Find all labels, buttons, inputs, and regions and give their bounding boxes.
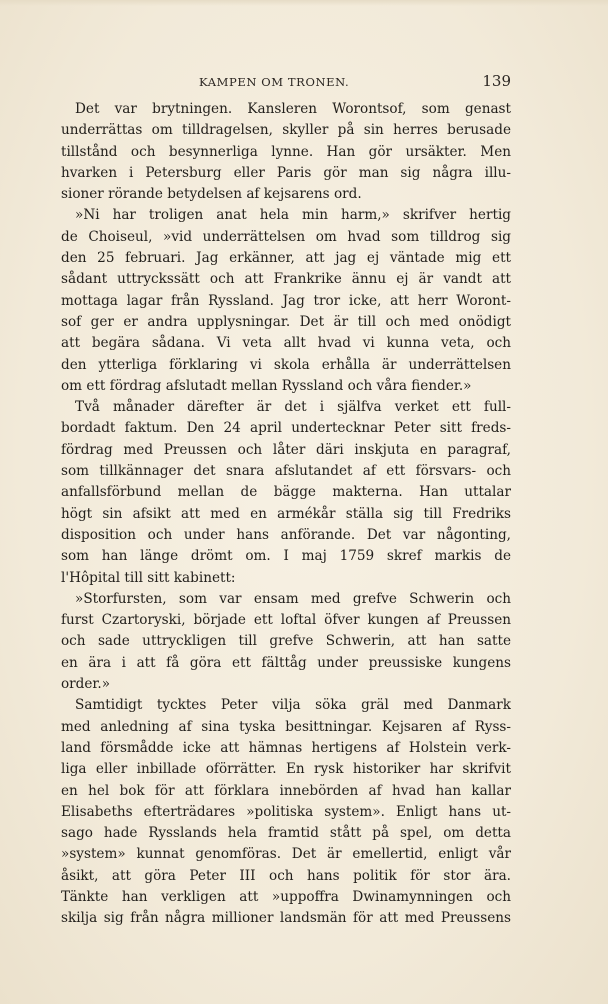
text-line: sago hade Rysslands hela framtid stått på spel, om detta <box>61 825 511 842</box>
text-line: Samtidigt tycktes Peter vilja söka gräl med Danmark <box>75 697 511 714</box>
page-header <box>61 72 511 94</box>
running-title: KAMPEN OM TRONEN. <box>199 75 350 89</box>
text-line: »system» kunnat genomföras. Det är emellertid, enligt vår <box>61 846 511 863</box>
text-line: med anledning af sina tyska besittningar. Kejsaren af Ryss- <box>61 718 511 735</box>
text-line: »Ni har troligen anat hela min harm,» skrifver hertig <box>75 207 511 224</box>
text-line: Tänkte han verkligen att »uppoffra Dwinamynningen och <box>61 888 511 905</box>
text-line: furst Czartoryski, började ett loftal öfver kungen af Preussen <box>61 612 511 629</box>
text-line: tillstånd och besynnerliga lynne. Han gör ursäkter. Men <box>61 143 511 160</box>
text-line: »Storfursten, som var ensam med grefve Schwerin och <box>75 590 511 607</box>
text-line: en hel bok för att förklara innebörden af hvad han kallar <box>61 782 511 799</box>
text-line: mottaga lagar från Ryssland. Jag tror icke, att herr Woront- <box>61 292 511 309</box>
text-line: att begära sådana. Vi veta allt hvad vi kunna veta, och <box>61 335 511 352</box>
text-line: Elisabeths efterträdares »politiska system». Enligt hans ut- <box>61 803 511 820</box>
text-line: en ära i att få göra ett fälttåg under preussiske kungens <box>61 654 511 671</box>
page-number: 139 <box>482 72 511 90</box>
page-top-edge <box>0 0 608 6</box>
text-line: som tillkännager det snara afslutandet af ett försvars- och <box>61 463 511 480</box>
text-line: den ytterliga förklaring vi skola erhålla är underrättelsen <box>61 356 511 373</box>
text-line: Det var brytningen. Kansleren Worontsof, som genast <box>75 101 511 117</box>
text-line: Två månader därefter är det i själfva verket ett full- <box>75 399 511 416</box>
text-line: som han länge drömt om. I maj 1759 skref markis de <box>61 548 511 565</box>
text-line: de Choiseul, »vid underrättelsen om hvad som tilldrog sig <box>61 228 511 245</box>
text-line: disposition och under hans anförande. Det var någonting, <box>61 526 511 543</box>
text-line: och sade uttryckligen till grefve Schwerin, att han satte <box>61 633 511 650</box>
text-line: hvarken i Petersburg eller Paris gör man sig några illu- <box>61 164 511 181</box>
text-line: sof ger er andra upplysningar. Det är till och med onödigt <box>61 313 511 330</box>
text-line: liga eller inbillade oförrätter. En rysk historiker har skrifvit <box>61 761 511 778</box>
text-line: om ett fördrag afslutadt mellan Ryssland och våra fiender.» <box>61 377 472 394</box>
body-text <box>61 99 511 930</box>
text-line: l'Hôpital till sitt kabinett: <box>61 569 236 586</box>
text-line: bordadt faktum. Den 24 april undertecknar Peter sitt freds- <box>61 420 511 437</box>
text-line: åsikt, att göra Peter III och hans politik för stor ära. <box>61 867 511 884</box>
text-line: sådant uttryckssätt och att Frankrike ännu ej är vandt att <box>61 271 511 288</box>
text-line: anfallsförbund mellan de bägge makterna. Han uttalar <box>61 484 511 501</box>
text-line: order.» <box>61 676 111 693</box>
text-line: skilja sig från några millioner landsmän för att med Preussens <box>61 910 511 927</box>
text-line: den 25 februari. Jag erkänner, att jag ej väntade mig ett <box>61 250 511 267</box>
text-line: land försmådde icke att hämnas hertigens af Holstein verk- <box>61 739 511 756</box>
text-line: sioner rörande betydelsen af kejsarens ord. <box>61 186 362 203</box>
text-line: högt sin afsikt att med en armékår ställa sig till Fredriks <box>61 505 511 522</box>
text-line: fördrag med Preussen och låter däri inskjuta en paragraf, <box>61 441 511 458</box>
text-line: underrättas om tilldragelsen, skyller på sin herres berusade <box>61 122 511 139</box>
